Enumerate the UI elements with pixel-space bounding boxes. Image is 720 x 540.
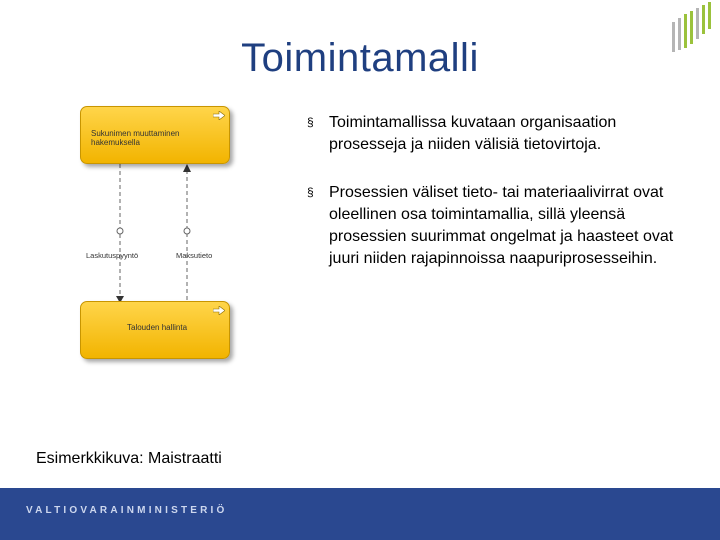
bullet-mark: § xyxy=(307,185,314,199)
slide-title: Toimintamalli xyxy=(241,36,479,80)
process-label: Talouden hallinta xyxy=(127,323,188,332)
flow-label-invoice-request: Laskutuspyyntö xyxy=(86,251,139,260)
process-label: Sukunimen muuttaminen hakemuksella xyxy=(91,129,180,147)
process-box-finance[interactable] xyxy=(80,301,230,359)
bullet-list xyxy=(304,112,694,296)
process-diagram xyxy=(70,100,240,365)
footer-organization: VALTIOVARAINMINISTERIÖ xyxy=(26,505,228,516)
bullet-item xyxy=(304,182,694,270)
process-arrow-icon xyxy=(213,111,225,120)
process-box-name-change[interactable] xyxy=(80,106,230,164)
bullet-item xyxy=(304,112,694,156)
process-arrow-icon xyxy=(213,306,225,315)
ministry-logo-bars xyxy=(672,2,714,60)
image-caption: Esimerkkikuva: Maistraatti xyxy=(36,450,222,467)
bullet-mark: § xyxy=(307,115,314,129)
bullet-text: Prosessien väliset tieto- tai materiaalivirrat ovat oleellinen osa toimintamallia, sillä yleensä prosessien suurimmat ongelmat ja haasteet ovat juuri niiden rajapinnoissa naapuriprosesseihin. xyxy=(329,184,674,267)
bullet-text: Toimintamallissa kuvataan organisaation prosesseja ja niiden välisiä tietovirtoja. xyxy=(329,114,617,153)
flow-label-payment-info: Maksutieto xyxy=(176,251,213,260)
footer-bar xyxy=(0,488,720,540)
